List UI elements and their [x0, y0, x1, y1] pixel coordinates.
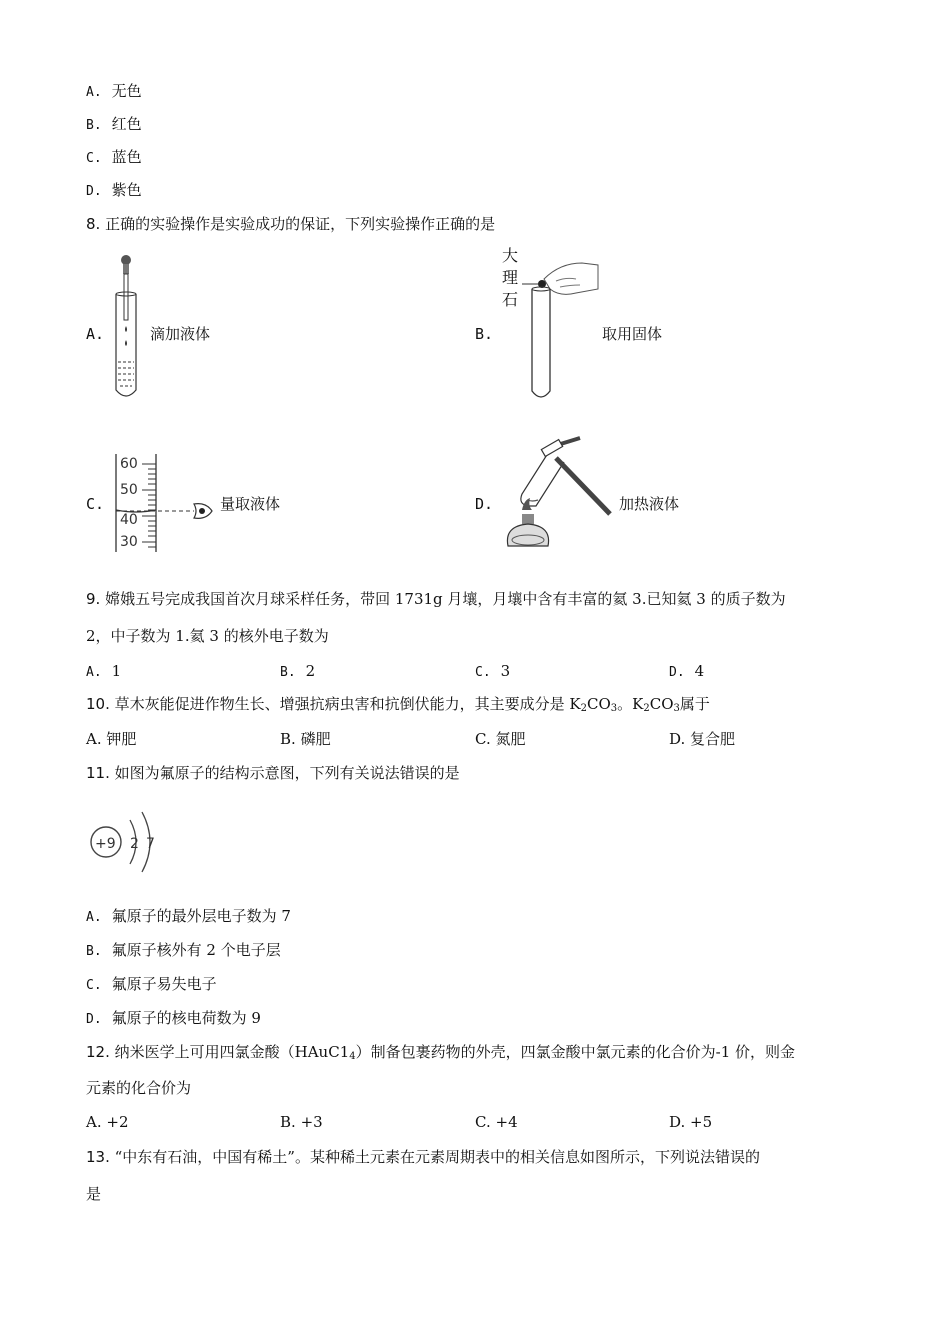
q12-option-d: D. +5 — [669, 1113, 713, 1131]
q8-stem: 8. 正确的实验操作是实验成功的保证，下列实验操作正确的是 — [86, 215, 496, 233]
q8-option-b-label: 取用固体 — [602, 325, 663, 343]
q9-stem-line1: 9. 嫦娥五号完成我国首次月球采样任务，带回 1731g 月壤，月壤中含有丰富的氦 3.已知氦 3 的质子数为 — [86, 590, 786, 608]
q10-option-a: A. 钾肥 — [86, 730, 137, 748]
q8-option-d-letter: D. — [475, 495, 494, 513]
q9-stem-line2: 2，中子数为 1.氦 3 的核外电子数为 — [86, 627, 329, 645]
q9-option-d: D. 4 — [669, 662, 705, 680]
q10-option-b: B. 磷肥 — [280, 730, 331, 748]
q9-option-a: A. 1 — [86, 662, 122, 680]
cylinder-mark-30: 30 — [120, 534, 138, 550]
dropper-test-tube-figure — [108, 250, 148, 400]
q8-option-c-label: 量取液体 — [220, 495, 281, 513]
q11-option-a: A. 氟原子的最外层电子数为 7 — [86, 907, 291, 925]
fluorine-atom-diagram — [86, 800, 166, 880]
q10-option-d: D. 复合肥 — [669, 730, 736, 748]
q9-option-c: C. 3 — [475, 662, 511, 680]
q13-stem-line2: 是 — [86, 1185, 102, 1203]
marble-label: 大 理 石 — [502, 246, 519, 309]
q7-option-d: D. 紫色 — [86, 181, 142, 199]
q10-option-c: C. 氮肥 — [475, 730, 526, 748]
graduated-cylinder-figure — [110, 452, 220, 554]
q11-option-b: B. 氟原子核外有 2 个电子层 — [86, 941, 281, 959]
marble-test-tube-figure — [520, 255, 600, 405]
q8-option-c-letter: C. — [86, 495, 105, 513]
q7-option-b: B. 红色 — [86, 115, 142, 133]
shell-1-electrons: 2 — [130, 836, 139, 852]
q12-option-c: C. +4 — [475, 1113, 518, 1131]
heating-liquid-figure — [498, 436, 613, 554]
q8-option-d-label: 加热液体 — [619, 495, 680, 513]
q10-stem: 10. 草木灰能促进作物生长、增强抗病虫害和抗倒伏能力，其主要成分是 $K_2CO_3$。$K_2CO_3$属于 — [86, 695, 710, 714]
q11-option-c: C. 氟原子易失电子 — [86, 975, 217, 993]
cylinder-mark-60: 60 — [120, 456, 138, 472]
q12-option-a: A. +2 — [86, 1113, 129, 1131]
cylinder-mark-40: 40 — [120, 512, 138, 528]
q8-option-a-letter: A. — [86, 325, 105, 343]
q11-option-d: D. 氟原子的核电荷数为 9 — [86, 1009, 261, 1027]
q7-option-a: A. 无色 — [86, 82, 142, 100]
q8-option-b-letter: B. — [475, 325, 494, 343]
shell-2-electrons: 7 — [146, 836, 155, 852]
q9-option-b: B. 2 — [280, 662, 316, 680]
cylinder-mark-50: 50 — [120, 482, 138, 498]
q12-option-b: B. +3 — [280, 1113, 323, 1131]
q12-stem-line2: 元素的化合价为 — [86, 1079, 192, 1097]
q11-stem: 11. 如图为氟原子的结构示意图，下列有关说法错误的是 — [86, 764, 460, 782]
nucleus-charge: +9 — [95, 836, 116, 852]
q12-stem-line1: 12. 纳米医学上可用四氯金酸$(HAuC1_4)$制备包裹药物的外壳，四氯金酸中氯元素的化合价为-1 价，则金 — [86, 1043, 796, 1062]
q13-stem-line1: 13. “中东有石油，中国有稀土”。某种稀土元素在元素周期表中的相关信息如图所示，下列说法错误的 — [86, 1148, 760, 1166]
q8-option-a-label: 滴加液体 — [150, 325, 211, 343]
q7-option-c: C. 蓝色 — [86, 148, 142, 166]
